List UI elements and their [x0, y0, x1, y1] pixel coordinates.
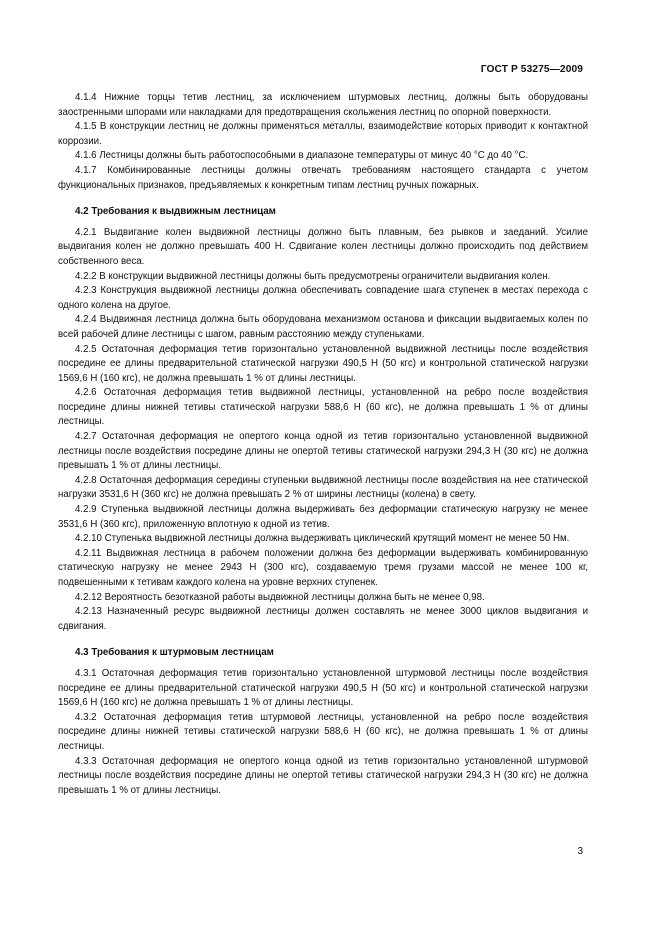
paragraph-4-2-11: 4.2.11 Выдвижная лестница в рабочем положении должна без деформации выдерживать комбинированную статическую нагрузку не менее 2943 Н (300 кгс), создаваемую тремя грузами массой не менее 100 кг, подвешенными к тетивам каждого колена на уровне верхних ступенек. — [58, 547, 588, 588]
paragraph-4-1-5: 4.1.5 В конструкции лестниц не должны применяться металлы, взаимодействие которых приводит к контактной коррозии. — [58, 121, 588, 147]
paragraph-4-2-7: 4.2.7 Остаточная деформация не опертого конца одной из тетив горизонтально установленной выдвижной лестницы после воздействия посредине длины не опертой тетивы статической нагрузки 294,3 Н (30 кгс) не должна превышать 1 % от длины лестницы. — [58, 431, 588, 472]
paragraph-4-1-7: 4.1.7 Комбинированные лестницы должны отвечать требованиям настоящего стандарта с учетом функциональных признаков, предъявляемых к конкретным типам лестниц ручных пожарных. — [58, 164, 588, 191]
paragraph-4-2-6: 4.2.6 Остаточная деформация тетив выдвижной лестницы, установленной на ребро после воздействия посредине длины нижней тетивы статической нагрузки 588,6 Н (60 кгс), не должна превышать 1 % от длины лестницы. — [58, 387, 588, 428]
paragraph-4-2-1: 4.2.1 Выдвигание колен выдвижной лестницы должно быть плавным, без рывков и заеданий. Усилие выдвигания колен не должно превышать 400 Н. Сдвигание колен лестницы должно происходить под действием собственного веса. — [58, 226, 588, 267]
paragraph-4-1-4: 4.1.4 Нижние торцы тетив лестниц, за исключением штурмовых лестниц, должны быть оборудованы заостренными шпорами или накладками для предотвращения скольжения лестниц по опорной поверхности. — [58, 92, 588, 118]
paragraph-4-2-9: 4.2.9 Ступенька выдвижной лестницы должна выдерживать без деформации статическую нагрузку не менее 3531,6 Н (360 кгс), приложенную вплотную к одной из тетив. — [58, 504, 588, 530]
document-body — [58, 91, 588, 798]
paragraph-4-2-5: 4.2.5 Остаточная деформация тетив горизонтально установленной выдвижной лестницы после воздействия посредине ее длины предварительной статической нагрузки 490,5 Н (50 кгс) и контрольной статической нагрузки 1569,6 Н (160 кгс), не должна превышать 1 % от длины лестницы. — [58, 343, 588, 384]
paragraph-4-2-12: 4.2.12 Вероятность безотказной работы выдвижной лестницы должна быть не менее 0,98. — [75, 591, 485, 603]
paragraph-4-2-8: 4.2.8 Остаточная деформация середины ступеньки выдвижной лестницы после воздействия на нее статической нагрузки 3531,6 Н (360 кгс) не должна превышать 2 % от ширины лестницы (колена) в свету. — [58, 474, 588, 501]
paragraph-4-3-1: 4.3.1 Остаточная деформация тетив горизонтально установленной штурмовой лестницы после воздействия посредине ее длины предварительной статической нагрузки 490,5 Н (50 кгс) и контрольной статической нагрузки 1569,6 Н (160 кгс) не должна превышать 1 % от длины лестницы. — [58, 667, 588, 709]
paragraph-4-2-4: 4.2.4 Выдвижная лестница должна быть оборудована механизмом останова и фиксации выдвигаемых колен по всей рабочей длине лестницы с шагом, равным расстоянию между ступеньками. — [58, 314, 588, 340]
paragraph-4-3-3: 4.3.3 Остаточная деформация не опертого конца одной из тетив горизонтально установленной штурмовой лестницы после воздействия посредине длины не опертой тетивы статической нагрузки 294,3 Н (30 кгс) не должна превышать 1 % от длины лестницы. — [58, 755, 588, 796]
paragraph-4-3-2: 4.3.2 Остаточная деформация тетив штурмовой лестницы, установленной на ребро после воздействия посредине длины нижней тетивы статической нагрузки 588,6 Н (60 кгс), не должна превышать 1 % от длины лестницы. — [58, 711, 588, 752]
standard-header: ГОСТ Р 53275—2009 — [480, 64, 583, 75]
page-number: 3 — [577, 846, 583, 857]
paragraph-4-2-13: 4.2.13 Назначенный ресурс выдвижной лестницы должен составлять не менее 3000 циклов выдвигания и сдвигания. — [58, 606, 588, 632]
section-heading-4-2: 4.2 Требования к выдвижным лестницам — [75, 206, 276, 218]
paragraph-4-2-10: 4.2.10 Ступенька выдвижной лестницы должна выдерживать циклический крутящий момент не менее 50 Нм. — [75, 533, 570, 545]
section-heading-4-3: 4.3 Требования к штурмовым лестницам — [75, 647, 274, 659]
paragraph-4-1-6: 4.1.6 Лестницы должны быть работоспособными в диапазоне температуры от минус 40 °С до 40 °С. — [75, 150, 529, 162]
paragraph-4-2-2: 4.2.2 В конструкции выдвижной лестницы должны быть предусмотрены ограничители выдвигания колен. — [75, 270, 551, 282]
paragraph-4-2-3: 4.2.3 Конструкция выдвижной лестницы должна обеспечивать совпадение шага ступенек в местах перехода с одного колена на другое. — [58, 285, 588, 311]
